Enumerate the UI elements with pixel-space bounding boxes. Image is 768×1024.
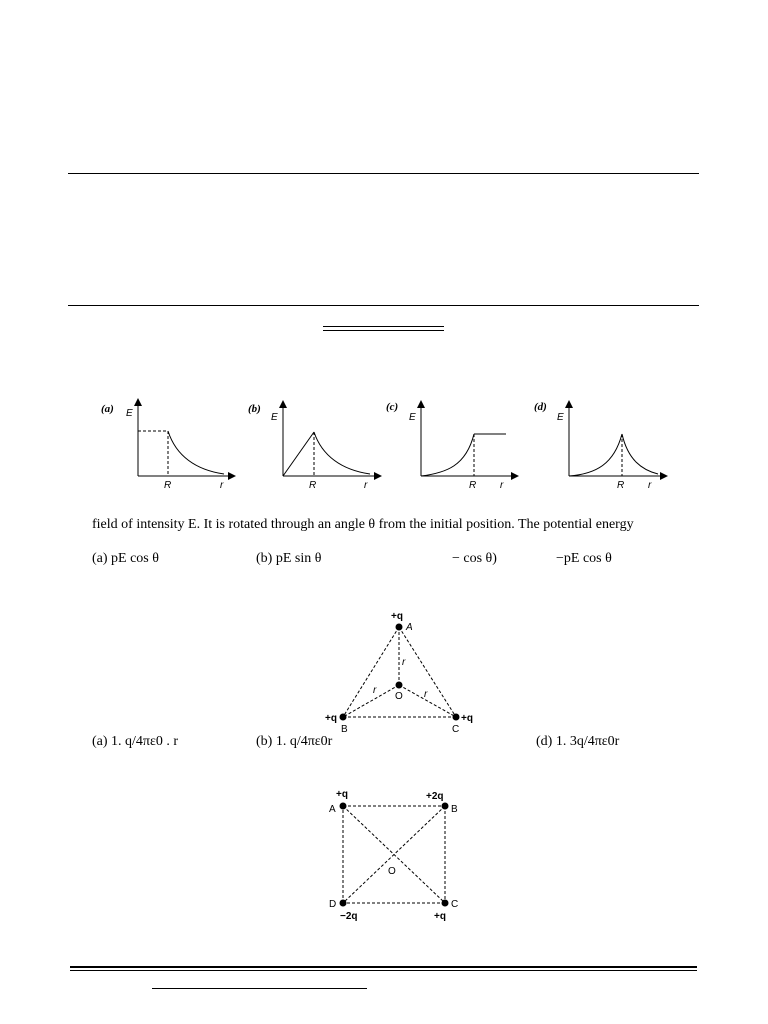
charge-dot-c [453, 714, 460, 721]
heading-underline-1 [323, 326, 444, 327]
sq-center-label: O [388, 866, 396, 877]
charge-dot-a [396, 624, 403, 631]
sq-a-name: A [329, 804, 336, 815]
graph-d-r-mark: R [617, 480, 625, 491]
charge-dot-c [442, 900, 449, 907]
tri-r-left: r [373, 685, 377, 696]
tri-left-charge: +q [325, 713, 337, 724]
graph-b-r-mark: R [309, 480, 317, 491]
charge-dot-a [340, 803, 347, 810]
sq-d-name: D [329, 899, 337, 910]
graph-c-r-mark: R [469, 480, 477, 491]
footnote-rule [152, 988, 367, 989]
bottom-rule-1 [70, 966, 697, 968]
sq-c-name: C [451, 899, 459, 910]
top-rule-1 [68, 173, 699, 174]
option-2d: (d) 1. 3q/4πε0r [536, 734, 620, 749]
graph-a-r-mark: R [164, 480, 172, 491]
graph-b-label: (b) [248, 403, 261, 415]
graph-d [534, 401, 664, 491]
bottom-rule-2 [70, 970, 697, 971]
option-2b: (b) 1. q/4πε0r [256, 734, 333, 749]
tri-r-vertical: r [402, 657, 406, 668]
heading-underline-2 [323, 330, 444, 331]
tri-right-name: C [452, 724, 460, 735]
charge-dot-b [442, 803, 449, 810]
option-1a: (a) pE cos θ [92, 551, 159, 566]
question-text: field of intensity E. It is rotated through an angle θ from the initial position. The potential energy [92, 517, 634, 532]
charge-dot-b [340, 714, 347, 721]
tri-left-name: B [341, 724, 348, 735]
tri-top-charge: +q [391, 611, 403, 622]
tri-top-name: A [406, 622, 413, 633]
top-rule-2 [68, 305, 699, 306]
graph-b-x-axis-label: r [364, 480, 368, 491]
graph-c [386, 401, 515, 491]
graph-b-y-axis-label: E [271, 412, 278, 423]
sq-c-charge: +q [434, 911, 446, 922]
graph-a-x-axis-label: r [220, 480, 224, 491]
charge-dot-d [340, 900, 347, 907]
graph-a [101, 402, 232, 491]
graph-a-label: (a) [101, 403, 114, 415]
option-2a: (a) 1. q/4πε0 . r [92, 734, 179, 749]
graph-d-label: (d) [534, 401, 547, 413]
tri-center-label: O [395, 691, 403, 702]
tri-right-charge: +q [461, 713, 473, 724]
tri-r-right: r [424, 689, 428, 700]
graph-d-y-axis-label: E [557, 412, 564, 423]
graph-b [248, 403, 378, 491]
graph-c-label: (c) [386, 401, 399, 413]
sq-b-charge: +2q [426, 791, 444, 802]
square-charge-diagram [310, 780, 470, 930]
graph-a-y-axis-label: E [126, 408, 133, 419]
option-1c: − cos θ) [452, 551, 497, 566]
e-vs-r-graphs [0, 390, 768, 500]
option-1d: −pE cos θ [556, 551, 612, 566]
option-1b: (b) pE sin θ [256, 551, 322, 566]
triangle-charge-diagram [300, 605, 480, 735]
graph-c-x-axis-label: r [500, 480, 504, 491]
sq-a-charge: +q [336, 789, 348, 800]
center-dot-o [396, 682, 403, 689]
graph-d-x-axis-label: r [648, 480, 652, 491]
sq-d-charge: −2q [340, 911, 358, 922]
sq-b-name: B [451, 804, 458, 815]
graph-c-y-axis-label: E [409, 412, 416, 423]
